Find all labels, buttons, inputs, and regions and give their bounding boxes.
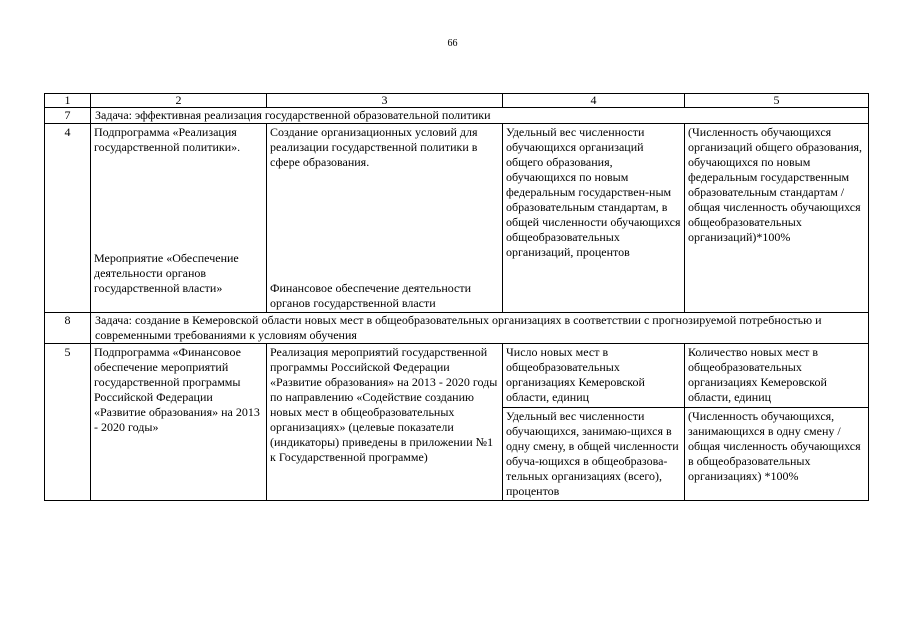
description-cell: Реализация мероприятий государственной программы Российской Федерации «Развитие образования» на 2013 - 2020 годы по направлению «Содействие созданию новых мест в общеобразовательных организациях» (целевые показатели (индикаторы) приведены в приложении №1 к Государственной программе) — [267, 344, 503, 501]
description-cell — [267, 124, 503, 313]
formula-cell: (Численность обучающихся организаций общего образования, обучающихся по новым федеральным государственным образовательным стандартам / общая численность обучающихся общеобразовательных организаций)*100% — [685, 124, 869, 313]
row-number: 7 — [45, 108, 91, 124]
formula-one-shift: (Численность обучающихся, занимающихся в одну смену / общая численность обучающихся в общеобразовательных организациях) *100% — [685, 407, 868, 484]
indicator-cell — [503, 344, 685, 501]
header-cell-2: 2 — [91, 94, 267, 108]
header-cell-4: 4 — [503, 94, 685, 108]
header-cell-1: 1 — [45, 94, 91, 108]
task-row-7 — [45, 108, 869, 124]
row-number: 8 — [45, 313, 91, 344]
indicators-table — [44, 93, 869, 501]
header-row — [45, 94, 869, 108]
description-bottom: Финансовое обеспечение деятельности органов государственной власти — [270, 281, 472, 310]
program-cell: Подпрограмма «Финансовое обеспечение мероприятий государственной программы Российской Федерации «Развитие образования» на 2013 - 2020 годы» — [91, 344, 267, 501]
row-number: 4 — [45, 124, 91, 313]
formula-cell — [685, 344, 869, 501]
indicator-new-places: Число новых мест в общеобразовательных организациях Кемеровской области, единиц — [506, 345, 645, 404]
table-row-5 — [45, 344, 869, 501]
task-row-8 — [45, 313, 869, 344]
task-text: Задача: создание в Кемеровской области новых мест в общеобразовательных организациях в соответствии с прогнозируемой потребностью и современными требованиями к условиям обучения — [91, 313, 869, 344]
activity-name: Мероприятие «Обеспечение деятельности органов государственной власти» — [94, 251, 239, 295]
indicator-one-shift: Удельный вес численности обучающихся, занимаю-щихся в одну смену, в общей численности обуча-ющихся в общеобразова-тельных организациях (всего), процентов — [503, 407, 684, 499]
indicator-cell: Удельный вес численности обучающихся организаций общего образования, обучающихся по новым федеральным государствен-ным образовательным стандартам, в общей численности обучающихся общеобразовательных организаций, процентов — [503, 124, 685, 313]
formula-new-places: Количество новых мест в общеобразовательных организациях Кемеровской области, единиц — [688, 345, 827, 404]
task-text: Задача: эффективная реализация государственной образовательной политики — [91, 108, 869, 124]
program-cell — [91, 124, 267, 313]
header-cell-3: 3 — [267, 94, 503, 108]
description-top: Создание организационных условий для реализации государственной политики в сфере образования. — [270, 125, 478, 169]
header-cell-5: 5 — [685, 94, 869, 108]
page-number: 66 — [447, 38, 458, 49]
subprogram-name: Подпрограмма «Реализация государственной политики». — [94, 125, 241, 154]
table-row-4 — [45, 124, 869, 313]
row-number: 5 — [45, 344, 91, 501]
